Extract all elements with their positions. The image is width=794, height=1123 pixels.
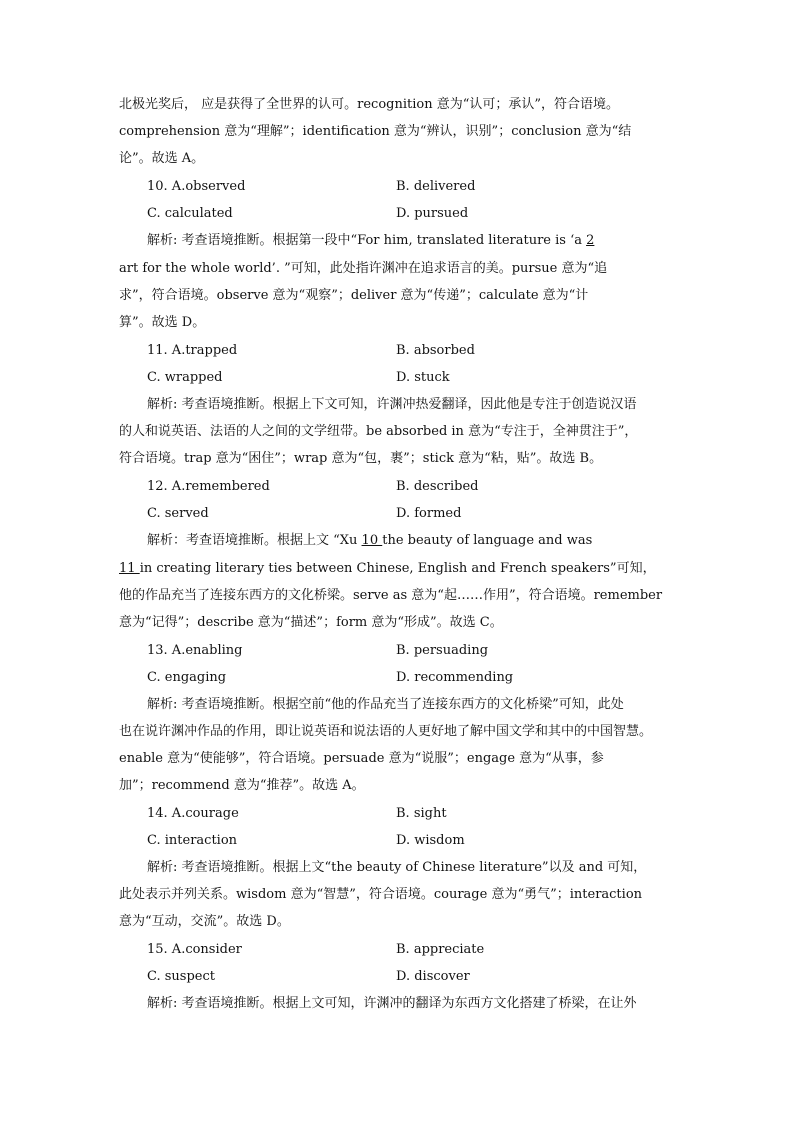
explanation-line: 解析: 考查语境推断。根据上下文可知，许渊冲热爱翻译，因此他是专注于创造说汉语 [147,397,637,412]
option-b: B. sight [396,806,447,821]
explanation-text: the beauty of language and was [382,533,593,548]
option-d: D. wisdom [396,833,465,848]
explanation-line [119,559,679,579]
explanation-line: 也在说许渊冲作品的作用，即让说英语和说法语的人更好地了解中国文学和其中的中国智慧。 [119,724,653,739]
option-b: B. described [396,479,479,494]
option-d: D. formed [396,506,462,521]
option-a: 12. A.remembered [147,479,270,494]
blank-number: 2 [586,233,595,248]
option-d: D. stuck [396,370,450,385]
blank-number: 10 [361,533,383,548]
explanation-line: 此处表示并列关系。wisdom 意为“智慧”，符合语境。courage 意为“勇气”；interaction [119,887,643,902]
explanation-line: 论”。故选 A。 [119,151,205,166]
explanation-line: 加”；recommend 意为“推荐”。故选 A。 [119,778,365,793]
explanation-text: 解析: 考查语境推断。根据第一段中“For him, translated literature is ‘a [147,233,587,248]
option-a: 14. A.courage [147,806,239,821]
explanation-line: 意为“互动，交流”。故选 D。 [119,914,290,929]
option-c: C. interaction [147,833,238,848]
option-d: D. discover [396,969,470,984]
explanation-line: 算”。故选 D。 [119,315,206,330]
option-a: 15. A.consider [147,942,242,957]
explanation-line: 的人和说英语、法语的人之间的文学纽带。be absorbed in 意为“专注于，全神贯注于”， [119,424,638,439]
option-c: C. wrapped [147,370,223,385]
option-b: B. delivered [396,179,476,194]
explanation-line [147,231,679,251]
explanation-line: comprehension 意为“理解”；identification 意为“辨认，识别”；conclusion 意为“结 [119,124,632,139]
option-a: 11. A.trapped [147,343,238,358]
option-a: 13. A.enabling [147,643,243,658]
explanation-line: 解析: 考查语境推断。根据上文可知，许渊冲的翻译为东西方文化搭建了桥梁，在让外 [147,996,637,1011]
explanation-line: 他的作品充当了连接东西方的文化桥梁。serve as 意为“起……作用”，符合语境。remember [119,588,663,603]
explanation-line: 北极光奖后， 应是获得了全世界的认可。recognition 意为“认可；承认”，符合语境。 [119,97,620,112]
option-b: B. persuading [396,643,489,658]
explanation-line: art for the whole world’. ”可知，此处指许渊冲在追求语言的美。pursue 意为“追 [119,261,608,276]
explanation-line: 求”，符合语境。observe 意为“观察”；deliver 意为“传递”；calculate 意为“计 [119,288,589,303]
option-c: C. calculated [147,206,233,221]
option-b: B. absorbed [396,343,475,358]
option-b: B. appreciate [396,942,485,957]
option-c: C. engaging [147,670,227,685]
explanation-line: 解析: 考查语境推断。根据上文“the beauty of Chinese literature”以及 and 可知， [147,860,647,875]
explanation-line: 意为“记得”；describe 意为“描述”；form 意为“形成”。故选 C。 [119,615,503,630]
explanation-line: 符合语境。trap 意为“困住”；wrap 意为“包，裹”；stick 意为“粘，贴”。故选 B。 [119,451,603,466]
explanation-line [147,531,679,551]
option-a: 10. A.observed [147,179,246,194]
option-d: D. recommending [396,670,514,685]
option-c: C. suspect [147,969,215,984]
blank-number: 11 [119,561,140,576]
explanation-line: enable 意为“使能够”，符合语境。persuade 意为“说服”；engage 意为“从事，参 [119,751,604,766]
option-d: D. pursued [396,206,469,221]
option-c: C. served [147,506,209,521]
explanation-text: in creating literary ties between Chinese, English and French speakers”可知， [139,561,656,576]
explanation-line: 解析: 考查语境推断。根据空前“他的作品充当了连接东西方的文化桥梁”可知，此处 [147,697,624,712]
explanation-text: 解析：考查语境推断。根据上文 “Xu [147,533,362,548]
